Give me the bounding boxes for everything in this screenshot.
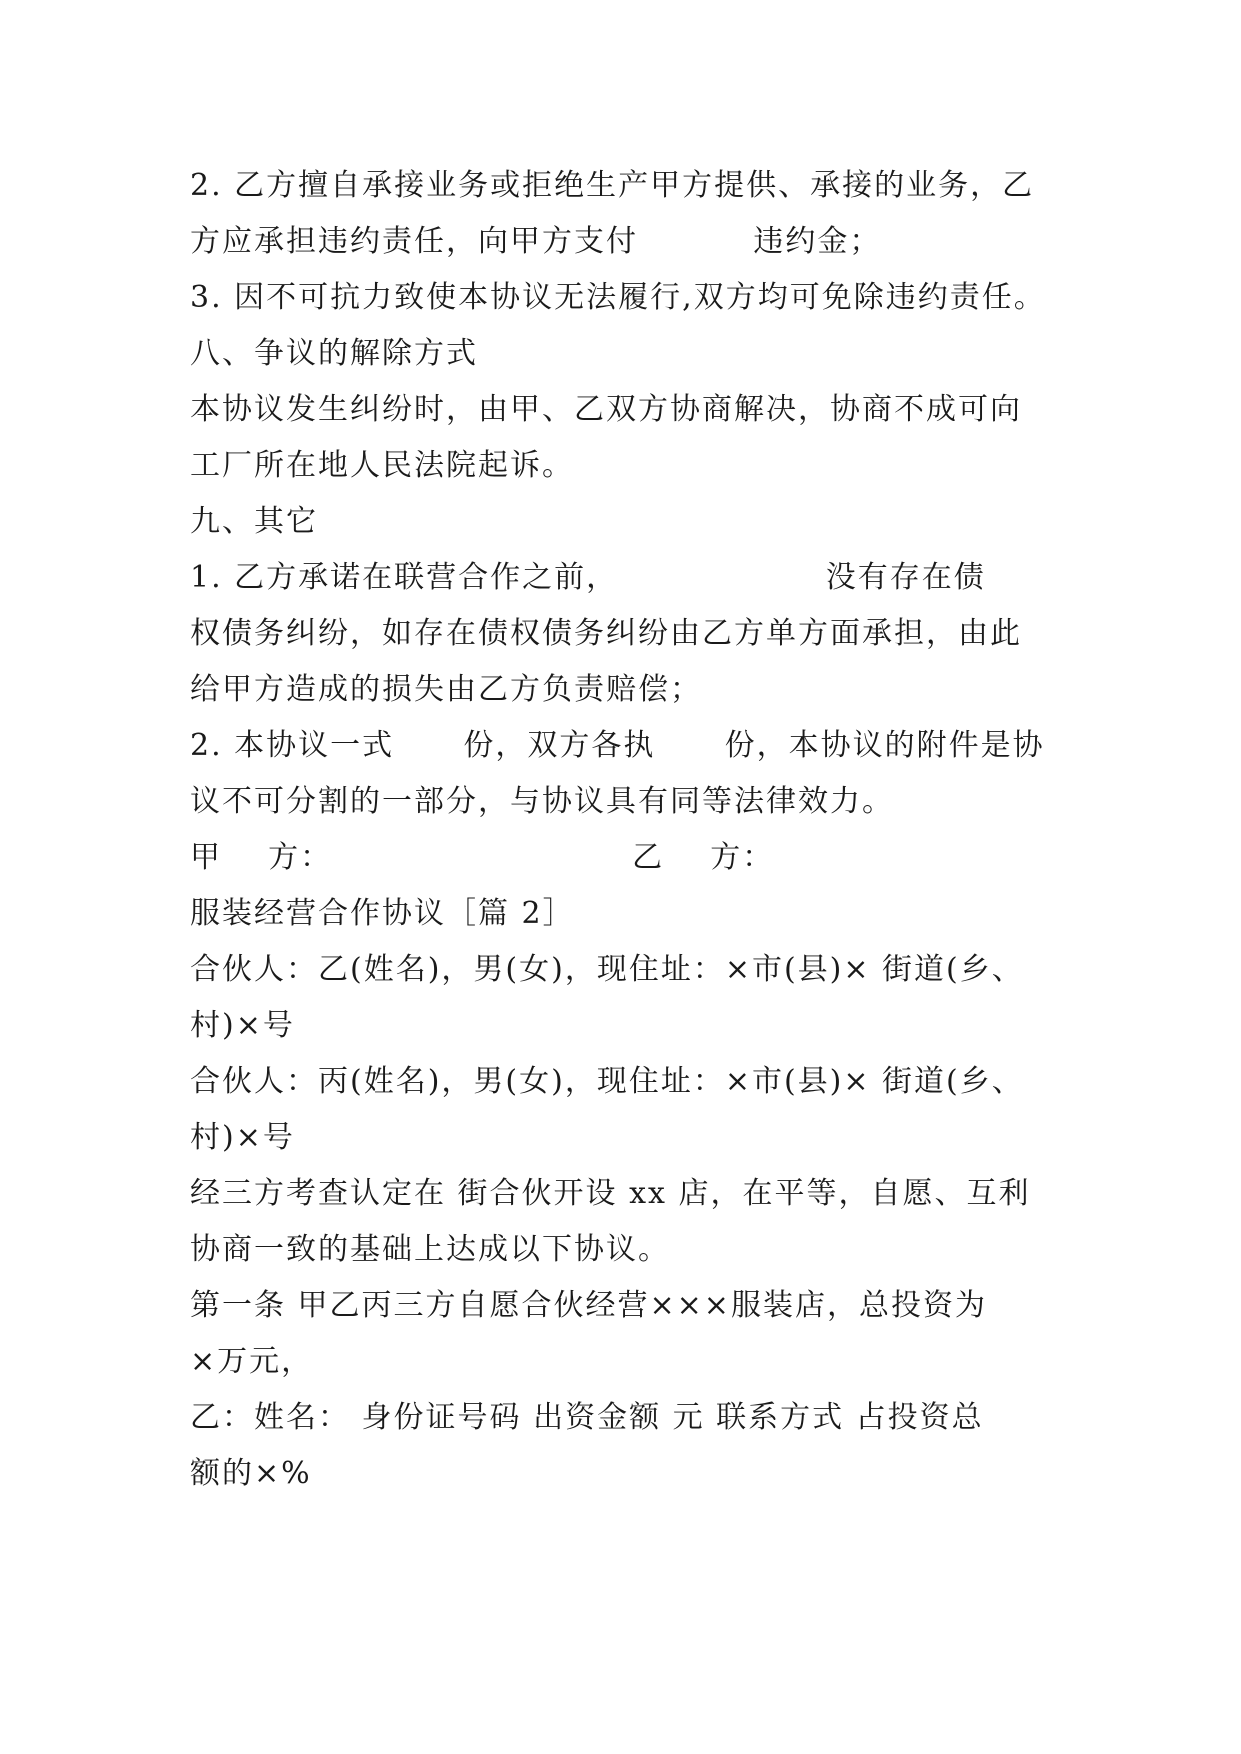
text-line: ×万元， (190, 1344, 314, 1379)
text-line: 合伙人：乙(姓名)，男(女)，现住址：×市(县)× 街道(乡、 (190, 952, 1024, 987)
text-line: 2. 乙方擅自承接业务或拒绝生产甲方提供、承接的业务，乙 (190, 168, 1035, 203)
text-line: 工厂所在地人民法院起诉。 (190, 448, 574, 483)
text-line: 方应承担违约责任，向甲方支付 违约金； (190, 224, 882, 259)
text-line: 1. 乙方承诺在联营合作之前， 没有存在债 (190, 560, 986, 595)
text-line: 给甲方造成的损失由乙方负责赔偿； (190, 672, 702, 707)
article-line: 第一条 甲乙丙三方自愿合伙经营×××服装店，总投资为 (190, 1288, 987, 1323)
text-line: 村)×号 (190, 1008, 295, 1043)
signature-line: 甲 方： 乙 方： (190, 840, 775, 875)
text-line: 乙：姓名： 身份证号码 出资金额 元 联系方式 占投资总 (190, 1400, 984, 1435)
section-heading: 八、争议的解除方式 (190, 336, 478, 371)
text-line: 协商一致的基础上达成以下协议。 (190, 1232, 670, 1267)
text-line: 合伙人：丙(姓名)，男(女)，现住址：×市(县)× 街道(乡、 (190, 1064, 1024, 1099)
text-line: 3. 因不可抗力致使本协议无法履行,双方均可免除违约责任。 (190, 280, 1046, 315)
text-line: 经三方考查认定在 街合伙开设 xx 店，在平等，自愿、互利 (190, 1176, 1031, 1211)
section-heading: 九、其它 (190, 504, 318, 539)
text-line: 议不可分割的一部分，与协议具有同等法律效力。 (190, 784, 894, 819)
text-line: 本协议发生纠纷时，由甲、乙双方协商解决，协商不成可向 (190, 392, 1022, 427)
text-line: 2. 本协议一式 份，双方各执 份，本协议的附件是协 (190, 728, 1045, 763)
text-line: 权债务纠纷，如存在债权债务纠纷由乙方单方面承担，由此 (190, 616, 1022, 651)
document-title: 服装经营合作协议［篇 2］ (190, 896, 575, 931)
text-line: 村)×号 (190, 1120, 295, 1155)
text-line: 额的×% (190, 1456, 312, 1491)
